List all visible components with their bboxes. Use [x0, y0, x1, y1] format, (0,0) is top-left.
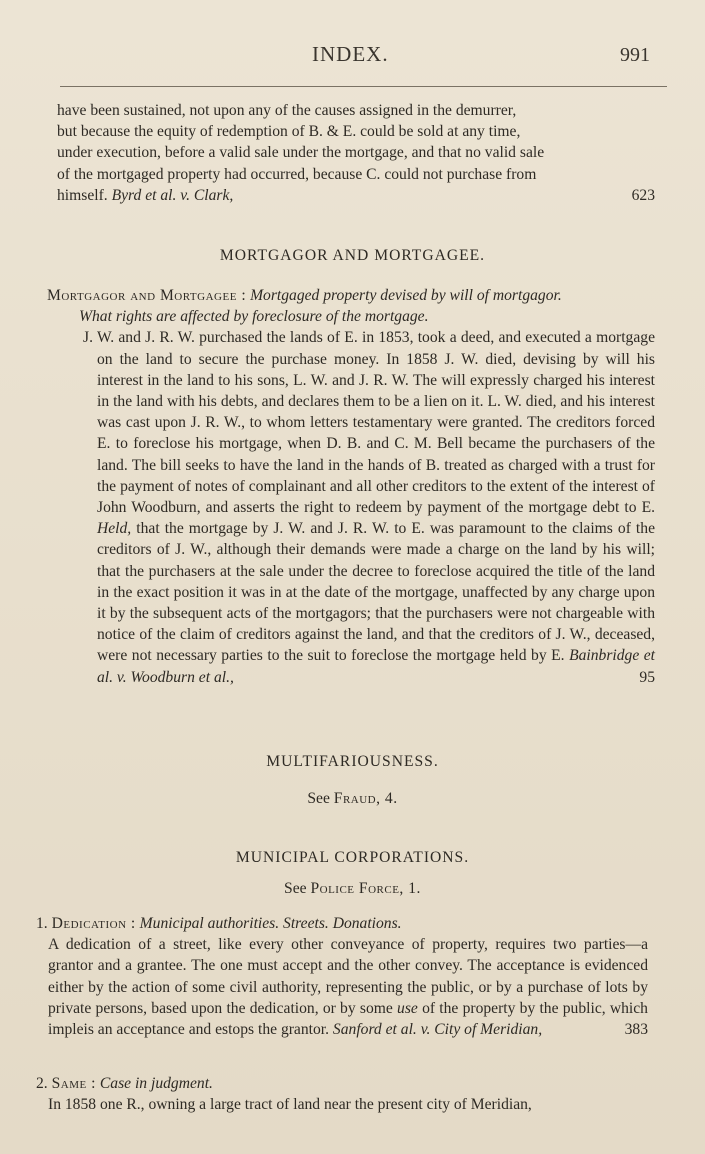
case-citation: Byrd et al. v. Clark, — [111, 186, 234, 204]
page-reference: 623 — [631, 186, 655, 204]
index-entry-list — [36, 913, 648, 1114]
text-line: have been sustained, not upon any of the causes assigned in the demurrer, — [57, 102, 517, 119]
text-line: under execution, before a valid sale under the mortgage, and that no valid sale — [57, 144, 545, 162]
emphasis-word: use — [397, 999, 418, 1017]
see-reference — [0, 880, 705, 898]
entry-text: of the property by the public, which impleis an acceptance and estops the grantor. — [48, 999, 648, 1039]
page-reference: 383 — [624, 1021, 648, 1039]
page-reference: 95 — [639, 668, 655, 686]
entry-item-2 — [36, 1073, 648, 1115]
entry-topic: What rights are affected by foreclosure of the mortgage. — [79, 308, 429, 326]
entry-heading — [36, 1073, 648, 1094]
entry-text: In 1858 one R., owning a large tract of land near the present city of Meridian, — [48, 1096, 532, 1114]
page-header — [0, 42, 705, 72]
page-number: 991 — [620, 44, 650, 66]
entry-label: Dedication : — [51, 915, 136, 932]
entry-heading — [47, 285, 655, 306]
page-title: INDEX. — [312, 42, 389, 66]
header-rule — [60, 86, 667, 87]
held-label: Held, — [97, 520, 132, 538]
entry-body — [47, 327, 655, 687]
see-target: Fraud, 4. — [333, 790, 398, 807]
entry-number: 1. — [36, 915, 48, 932]
text-line — [57, 185, 655, 206]
entry-text: A dedication of a street, like every other conveyance of property, requires two parties—a grantor and a grantee. The one must accept and the other convey. The acceptance is evidenced either by the action of some civil authority, representing the public, or by a purchase of lots by private persons, based upon the dedication, or by some — [48, 936, 648, 1017]
entry-heading — [36, 913, 648, 934]
see-target: Police Force, 1. — [310, 880, 421, 897]
entry-body — [36, 1094, 648, 1115]
entry-number: 2. — [36, 1075, 48, 1092]
section-heading: MULTIFARIOUSNESS. — [266, 753, 439, 770]
entry-topic: Case in judgment. — [99, 1075, 213, 1092]
see-prefix: See — [307, 790, 330, 807]
index-entry — [47, 285, 655, 688]
see-prefix: See — [284, 880, 307, 897]
entry-body — [36, 934, 648, 1040]
entry-topic: Municipal authorities. Streets. Donations. — [139, 915, 402, 932]
case-citation: Sanford et al. v. City of Meridian, — [332, 1021, 543, 1039]
entry-label: Same : — [51, 1075, 96, 1092]
continuation-paragraph — [57, 100, 655, 206]
text-line: but because the equity of redemption of B. & E. could be sold at any time, — [57, 123, 521, 141]
text-fragment: himself. — [57, 186, 108, 204]
entry-topic: Mortgaged property devised by will of mortgagor. — [250, 287, 562, 304]
text-line: of the mortgaged property had occurred, because C. could not purchase from — [57, 165, 537, 183]
section-heading: MUNICIPAL CORPORATIONS. — [235, 849, 470, 866]
see-reference — [0, 790, 705, 808]
section-heading: MORTGAGOR AND MORTGAGEE. — [219, 247, 486, 264]
entry-text: that the mortgage by J. W. and J. R. W. to E. was paramount to the claims of the creditors of J. W., although their demands were made a charge on the land by his will; that the purchasers at the sale under the decree to foreclose acquired the title of the land in the exact position it was in at the date of the mortgage, unaffected by any charge upon it by the subsequent acts of the mortgagors; that the purchasers were not chargeable with notice of the claim of creditors against the land, and that the creditors of J. W., deceased, were not necessary parties to the suit to foreclose the mortgage held by E. — [97, 520, 655, 665]
entry-heading-continued — [47, 306, 655, 327]
entry-text: J. W. and J. R. W. purchased the lands of E. in 1853, took a deed, and executed a mortgage on the land to secure the purchase money. In 1858 J. W. died, devising by will his interest in the land to his sons, L. W. and J. R. W. The will expressly charged his interest in the land with his debts, and declares them to be a lien on it. L. W. died, and his interest was cast upon J. R. W., to whom letters testamentary were granted. The creditors forced E. to foreclose his mortgage, when D. B. and C. M. Bell became the purchasers of the land. The bill seeks to have the land in the hands of B. treated as charged with a trust for the payment of notes of complainant and all other creditors to the extent of the interest of John Woodburn, and asserts the right to redeem by payment of the mortgage debt to E. — [83, 329, 655, 517]
case-citation: Bainbridge et al. v. Woodburn et al., — [97, 647, 655, 686]
entry-label: Mortgagor and Mortgagee : — [47, 287, 247, 304]
